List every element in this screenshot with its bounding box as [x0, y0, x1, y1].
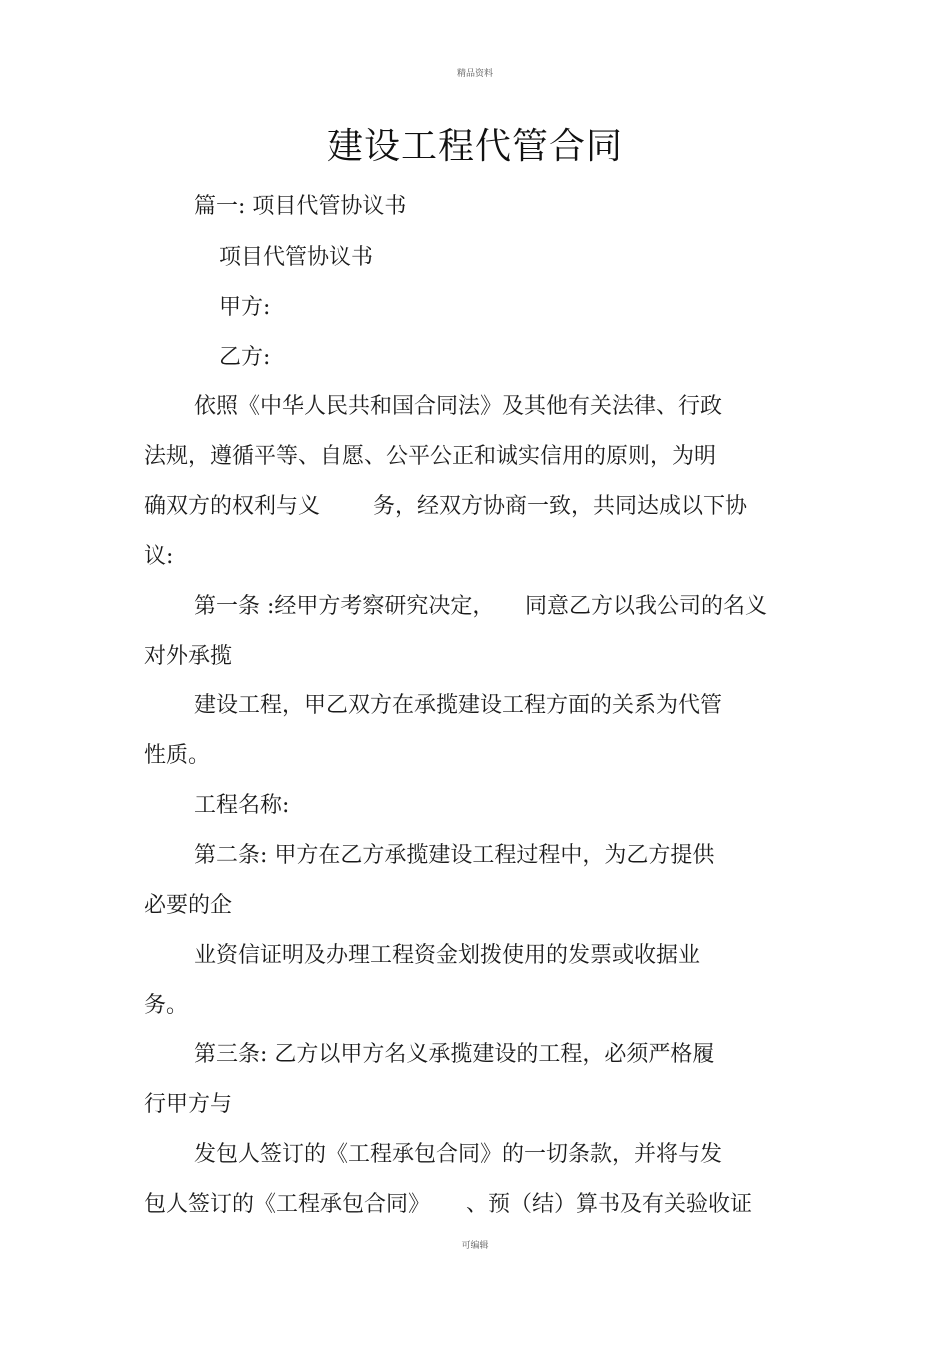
paragraph-line: 确双方的权利与义: [144, 494, 321, 519]
article-one-line: 性质。: [144, 743, 211, 768]
party-a-label: 甲方:: [219, 295, 271, 320]
article-two-line: 第二条: 甲方在乙方承揽建设工程过程中，为乙方提供: [194, 843, 715, 868]
article-one-line: 建设工程，甲乙双方在承揽建设工程方面的关系为代管: [194, 693, 723, 718]
article-three-line: 行甲方与: [144, 1092, 233, 1117]
article-three-line: 、预（结）算书及有关验收证: [466, 1192, 753, 1217]
paragraph-line: 法规，遵循平等、自愿、公平公正和诚实信用的原则，为明: [144, 444, 717, 469]
article-three-line: 发包人签订的《工程承包合同》的一切条款，并将与发: [194, 1142, 723, 1167]
paragraph-line: 务，经双方协商一致，共同达成以下协: [373, 494, 748, 519]
header-note: 精品资料: [456, 69, 493, 79]
footer-note: 可编辑: [461, 1241, 489, 1251]
paragraph-line: 依照《中华人民共和国合同法》及其他有关法律、行政: [194, 394, 723, 419]
paragraph-line: 议:: [144, 544, 174, 569]
article-three-line: 第三条: 乙方以甲方名义承揽建设的工程，必须严格履: [194, 1042, 715, 1067]
project-name-label: 工程名称:: [194, 793, 290, 818]
article-two-line: 业资信证明及办理工程资金划拨使用的发票或收据业: [194, 943, 701, 968]
article-one-line: 对外承揽: [144, 644, 233, 669]
party-b-label: 乙方:: [219, 345, 271, 370]
agreement-subtitle: 项目代管协议书: [219, 245, 374, 270]
article-one-line: 第一条 :经甲方考察研究决定，: [194, 594, 495, 619]
article-two-line: 必要的企: [144, 893, 233, 918]
article-one-line: 同意乙方以我公司的名义: [525, 594, 768, 619]
article-three-line: 包人签订的《工程承包合同》: [144, 1192, 431, 1217]
article-two-line: 务。: [144, 993, 189, 1018]
document-title: 建设工程代管合同: [326, 126, 623, 167]
section-heading: 篇一: 项目代管协议书: [194, 194, 407, 219]
